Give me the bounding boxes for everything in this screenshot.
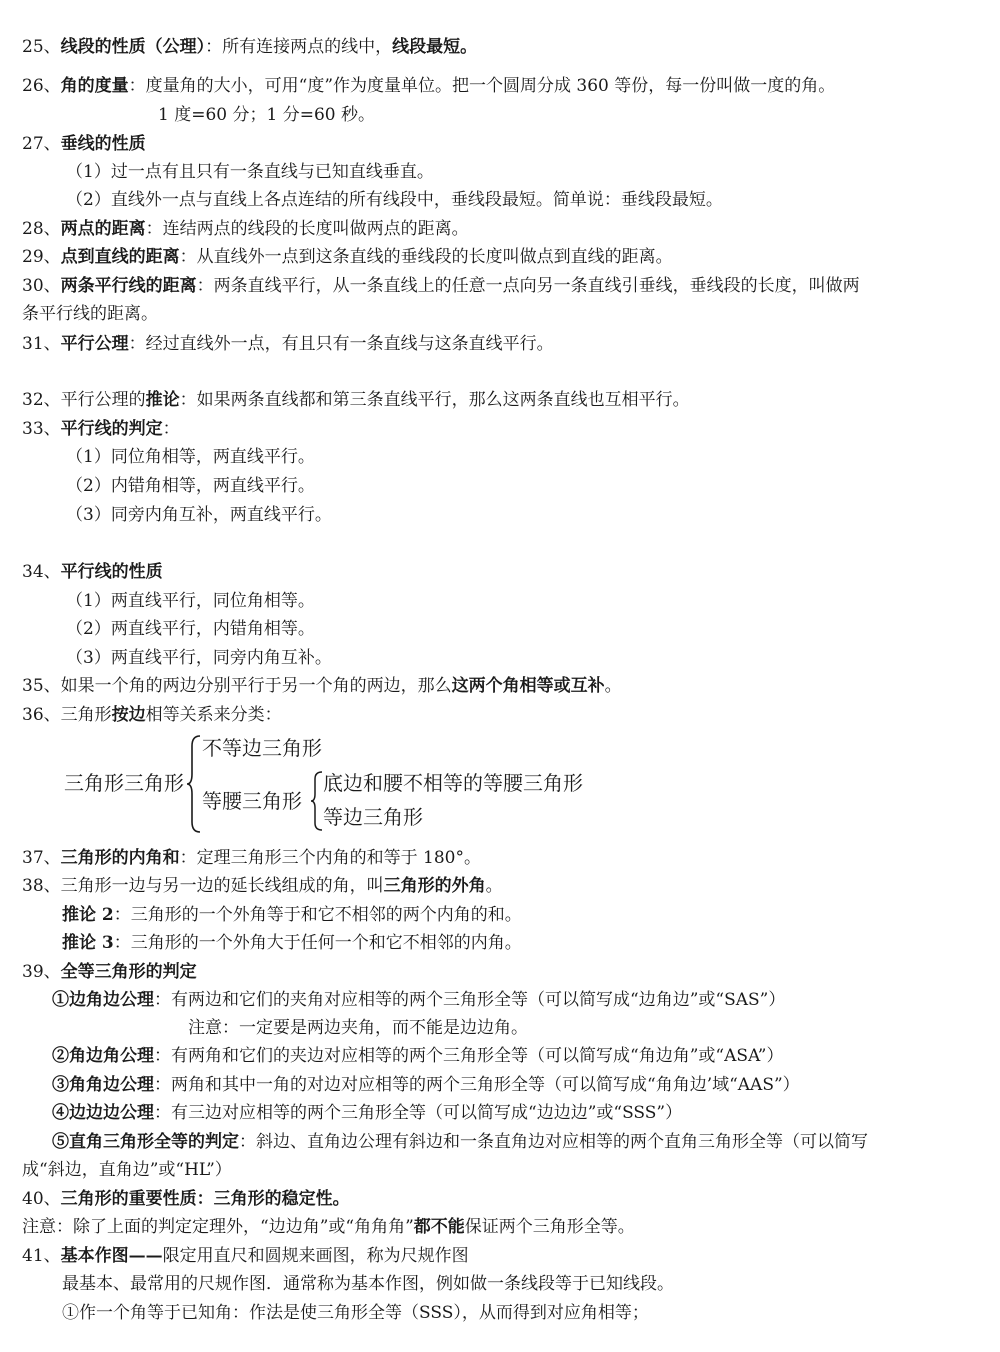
item-text: ：两条直线平行，从一条直线上的任意一点向另一条直线引垂线，垂线段的长度，叫做两 [196,276,860,296]
item-term: 平行线的判定 [60,419,163,439]
item-41 [22,1245,469,1267]
item-38 [22,875,503,897]
item-number: 41、 [22,1246,61,1266]
item-39-hl [52,1131,868,1153]
item-term: ②角边角公理 [52,1046,154,1066]
item-number: 40、 [22,1189,61,1209]
item-text: ：连结两点的线段的长度叫做两点的距离。 [145,219,469,239]
item-text: 。 [604,676,622,696]
item-text: 限定用直尺和圆规来画图，称为尺规作图 [162,1246,469,1266]
item-term: 三角形的内角和 [60,848,180,868]
item-41-desc [62,1273,674,1295]
item-text: ：有三边对应相等的两个三角形全等（可以简写成“边边边”或“SSS”） [154,1103,683,1123]
item-text: 成“斜边，直角边”或“HL”） [22,1160,232,1180]
item-text: （1）两直线平行，同位角相等。 [66,591,315,611]
item-term: 都不能 [413,1217,465,1237]
item-prefix: 如果一个角的两边分别平行于另一个角的两边，那么 [60,676,452,696]
item-39-sss [52,1102,682,1124]
item-text: 1 度=60 分；1 分=60 秒。 [158,105,375,125]
item-34-1 [66,590,315,612]
item-text: ：度量角的大小，可用“度”作为度量单位。把一个圆周分成 360 等份，每一份叫做一度的角。 [128,76,836,96]
item-text: （3）同旁内角互补，两直线平行。 [66,505,332,525]
left-brace-icon [186,734,202,834]
item-32 [22,389,690,411]
item-number: 35、 [22,676,61,696]
item-29 [22,246,673,268]
item-26-sub [158,104,375,126]
item-number: 31、 [22,334,61,354]
item-40 [22,1188,350,1210]
item-33-3 [66,504,332,526]
item-text: ：两角和其中一角的对边对应相等的两个三角形全等（可以简写成“角角边’域“AAS”） [154,1075,800,1095]
item-emphasis: 线段最短。 [392,37,478,57]
item-39-note [188,1017,528,1039]
item-term: 平行线的性质 [60,562,163,582]
item-text: 注意：一定要是两边夹角，而不能是边边角。 [188,1018,528,1038]
item-text: 。 [485,876,503,896]
item-33-1 [66,446,315,468]
item-term: 推论 2 [62,905,114,925]
tree-root: 三角形三角形 [64,771,184,795]
tree-node-isosceles-nonequal: 底边和腰不相等的等腰三角形 [323,771,583,795]
tree-node-equilateral: 等边三角形 [323,805,423,829]
item-term: 平行公理 [60,334,129,354]
item-text: 条平行线的距离。 [22,304,158,324]
item-text: ：所有连接两点的线中， [205,37,393,57]
item-27-1 [66,161,434,183]
item-text: （2）内错角相等，两直线平行。 [66,476,315,496]
item-number: 27、 [22,134,61,154]
item-30-cont [22,303,158,325]
item-38-corollary-3 [62,932,522,954]
item-35 [22,675,622,697]
item-text: （1）过一点有且只有一条直线与已知直线垂直。 [66,162,434,182]
item-term: ⑤直角三角形全等的判定 [52,1132,239,1152]
item-text: ：经过直线外一点，有且只有一条直线与这条直线平行。 [128,334,554,354]
item-text: 保证两个三角形全等。 [464,1217,635,1237]
item-number: 37、 [22,848,61,868]
item-term: 推论 3 [62,933,114,953]
item-text: （2）直线外一点与直线上各点连结的所有线段中，垂线段最短。简单说：垂线段最短。 [66,190,723,210]
item-40-note [22,1216,635,1238]
item-34-3 [66,647,332,669]
item-text: ：有两边和它们的夹角对应相等的两个三角形全等（可以简写成“边角边”或“SAS”） [154,990,786,1010]
item-term: 两点的距离 [60,219,146,239]
item-text: ：三角形的一个外角大于任何一个和它不相邻的内角。 [113,933,522,953]
item-text: ：斜边、直角边公理有斜边和一条直角边对应相等的两个直角三角形全等（可以简写 [239,1132,868,1152]
item-text: ：从直线外一点到这条直线的垂线段的长度叫做点到直线的距离。 [179,247,673,267]
item-text: （3）两直线平行，同旁内角互补。 [66,648,332,668]
item-27-2 [66,189,723,211]
item-prefix: 注意：除了上面的判定定理外，“边边角”或“角角角” [22,1217,414,1237]
item-25 [22,36,477,58]
item-38-corollary-2 [62,904,522,926]
item-prefix: 平行公理的 [60,390,146,410]
item-term: ①边角边公理 [52,990,154,1010]
item-number: 33、 [22,419,61,439]
item-number: 29、 [22,247,61,267]
item-number: 32、 [22,390,61,410]
item-term: 垂线的性质 [60,134,146,154]
item-term: ④边边边公理 [52,1103,154,1123]
item-28 [22,218,469,240]
item-term: ③角角边公理 [52,1075,154,1095]
item-number: 36、 [22,705,61,725]
item-term: 点到直线的距离 [60,247,180,267]
item-text: ：三角形的一个外角等于和它不相邻的两个内角的和。 [113,905,522,925]
item-number: 25、 [22,37,61,57]
left-brace-icon [310,770,324,832]
item-text: （1）同位角相等，两直线平行。 [66,447,315,467]
item-number: 28、 [22,219,61,239]
item-number: 30、 [22,276,61,296]
item-text: ①作一个角等于已知角：作法是使三角形全等（SSS），从而得到对应角相等； [62,1303,649,1323]
item-34 [22,561,163,583]
item-39-sas [52,989,785,1011]
item-text: 最基本、最常用的尺规作图．通常称为基本作图，例如做一条线段等于已知线段。 [62,1274,674,1294]
item-text: ：定理三角形三个内角的和等于 180°。 [179,848,481,868]
item-number: 38、 [22,876,61,896]
item-text: ： [162,419,180,439]
item-text: （2）两直线平行，内错角相等。 [66,619,315,639]
item-41-step-1 [62,1302,649,1324]
item-term: 基本作图—— [60,1246,163,1266]
item-term: 角的度量 [60,76,129,96]
item-39-asa [52,1045,783,1067]
item-number: 26、 [22,76,61,96]
item-33-2 [66,475,315,497]
item-39-hl-cont [22,1159,232,1181]
item-39-aas [52,1074,800,1096]
item-37 [22,847,481,869]
item-33 [22,418,180,440]
item-31 [22,333,554,355]
tree-node-isosceles: 等腰三角形 [202,789,302,813]
item-number: 34、 [22,562,61,582]
item-term: 两条平行线的距离 [60,276,197,296]
item-term: 按边 [111,705,146,725]
item-27 [22,133,146,155]
item-term: 全等三角形的判定 [60,962,197,982]
item-prefix: 三角形一边与另一边的延长线组成的角，叫 [60,876,384,896]
item-39 [22,961,197,983]
item-26 [22,75,835,97]
item-term: 这两个角相等或互补 [451,676,605,696]
item-number: 39、 [22,962,61,982]
item-34-2 [66,618,315,640]
item-text: ：有两角和它们的夹边对应相等的两个三角形全等（可以简写成“角边角”或“ASA”） [154,1046,784,1066]
item-term: 三角形的外角 [383,876,486,896]
item-term: 推论 [145,390,180,410]
tree-node-scalene: 不等边三角形 [202,736,322,760]
item-text: ：如果两条直线都和第三条直线平行，那么这两条直线也互相平行。 [179,390,690,410]
item-prefix: 三角形 [60,705,112,725]
item-30 [22,275,860,297]
item-term: 三角形的重要性质：三角形的稳定性。 [60,1189,350,1209]
item-term: 线段的性质（公理） [60,37,206,57]
item-text: 相等关系来分类： [145,705,282,725]
item-36 [22,704,282,726]
